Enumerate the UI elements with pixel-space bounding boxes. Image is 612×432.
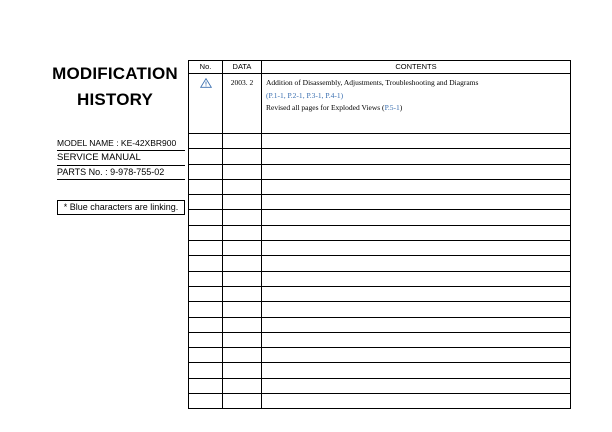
table-row: [189, 74, 571, 134]
cell-contents: [262, 74, 571, 134]
table-cell: [262, 179, 571, 194]
table-cell: [262, 149, 571, 164]
table-cell: [189, 256, 223, 271]
table-row: [189, 317, 571, 332]
table-cell: [189, 179, 223, 194]
table-cell: [223, 164, 262, 179]
table-cell: [262, 378, 571, 393]
table-cell: [189, 241, 223, 256]
table-cell: [223, 149, 262, 164]
table-cell: [189, 134, 223, 149]
table-cell: [223, 378, 262, 393]
paren-close: ): [340, 90, 344, 100]
table-cell: [189, 286, 223, 301]
table-row: [189, 149, 571, 164]
model-name: MODEL NAME : KE-42XBR900: [57, 137, 185, 151]
table-cell: [223, 179, 262, 194]
table-row: [189, 195, 571, 210]
table-row: [189, 378, 571, 393]
table-cell: [223, 286, 262, 301]
table-cell: [223, 271, 262, 286]
table-cell: [223, 302, 262, 317]
table-cell: [262, 225, 571, 240]
table-cell: [189, 348, 223, 363]
link-p2-1[interactable]: P.2-1: [287, 90, 303, 100]
table-row: [189, 225, 571, 240]
title-modification: MODIFICATION: [52, 64, 178, 83]
contents-line-links: (P.1-1, P.2-1, P.3-1, P.4-1): [266, 90, 344, 100]
table-cell: [262, 134, 571, 149]
revised-close: ): [399, 103, 403, 112]
table-cell: [223, 210, 262, 225]
parts-number: PARTS No. : 9-978-755-02: [57, 166, 185, 180]
header-contents: CONTENTS: [262, 61, 571, 74]
table-row: [189, 256, 571, 271]
table-cell: [262, 317, 571, 332]
table-cell: [223, 332, 262, 347]
link-p5-1[interactable]: P.5-1: [384, 103, 400, 112]
table-cell: [189, 332, 223, 347]
table-cell: [189, 317, 223, 332]
table-row: [189, 164, 571, 179]
table-cell: [262, 286, 571, 301]
table-cell: [223, 241, 262, 256]
contents-line-revised: [266, 102, 570, 115]
link-p3-1[interactable]: P.3-1: [306, 90, 322, 100]
linking-note: * Blue characters are linking.: [57, 200, 185, 215]
table-row: [189, 363, 571, 378]
table-cell: [223, 348, 262, 363]
table-row: [189, 348, 571, 363]
table-cell: [262, 195, 571, 210]
table-cell: [189, 394, 223, 409]
table-header-row: [189, 61, 571, 74]
table-cell: [189, 210, 223, 225]
table-cell: [262, 271, 571, 286]
table-cell: [189, 271, 223, 286]
table-row: [189, 241, 571, 256]
table-row: [189, 210, 571, 225]
table-cell: [262, 302, 571, 317]
table-cell: [223, 363, 262, 378]
header-data: DATA: [223, 61, 262, 74]
link-p1-1[interactable]: P.1-1: [268, 90, 284, 100]
modification-history-table: [188, 60, 571, 409]
revised-text: Revised all pages for Exploded Views (: [266, 103, 385, 112]
table-cell: [262, 164, 571, 179]
cell-no: [189, 74, 223, 134]
table-cell: [189, 302, 223, 317]
paren-open: (: [266, 90, 269, 100]
table-row: [189, 332, 571, 347]
table-cell: [262, 241, 571, 256]
table-cell: [223, 394, 262, 409]
warning-triangle-icon[interactable]: [200, 78, 212, 88]
header-no: No.: [189, 61, 223, 74]
table-cell: [223, 256, 262, 271]
table-row: [189, 134, 571, 149]
title-history: HISTORY: [76, 90, 154, 109]
table-row: [189, 302, 571, 317]
contents-line-addition: Addition of Disassembly, Adjustments, Troubleshooting and Diagrams: [266, 78, 479, 87]
table-cell: [223, 225, 262, 240]
table-row: [189, 394, 571, 409]
table-cell: [223, 317, 262, 332]
table-cell: [189, 149, 223, 164]
table-cell: [262, 332, 571, 347]
table-cell: [189, 195, 223, 210]
table-cell: [262, 394, 571, 409]
cell-date: 2003. 2: [223, 74, 262, 134]
link-p4-1[interactable]: P.4-1: [325, 90, 341, 100]
table-cell: [223, 134, 262, 149]
table-cell: [189, 378, 223, 393]
table-cell: [189, 164, 223, 179]
table-cell: [262, 363, 571, 378]
table-row: [189, 179, 571, 194]
service-manual-label: SERVICE MANUAL: [57, 151, 185, 166]
table-cell: [223, 195, 262, 210]
table-cell: [262, 256, 571, 271]
table-cell: [189, 363, 223, 378]
table-cell: [262, 210, 571, 225]
table-row: [189, 286, 571, 301]
table-cell: [262, 348, 571, 363]
table-cell: [189, 225, 223, 240]
table-row: [189, 271, 571, 286]
